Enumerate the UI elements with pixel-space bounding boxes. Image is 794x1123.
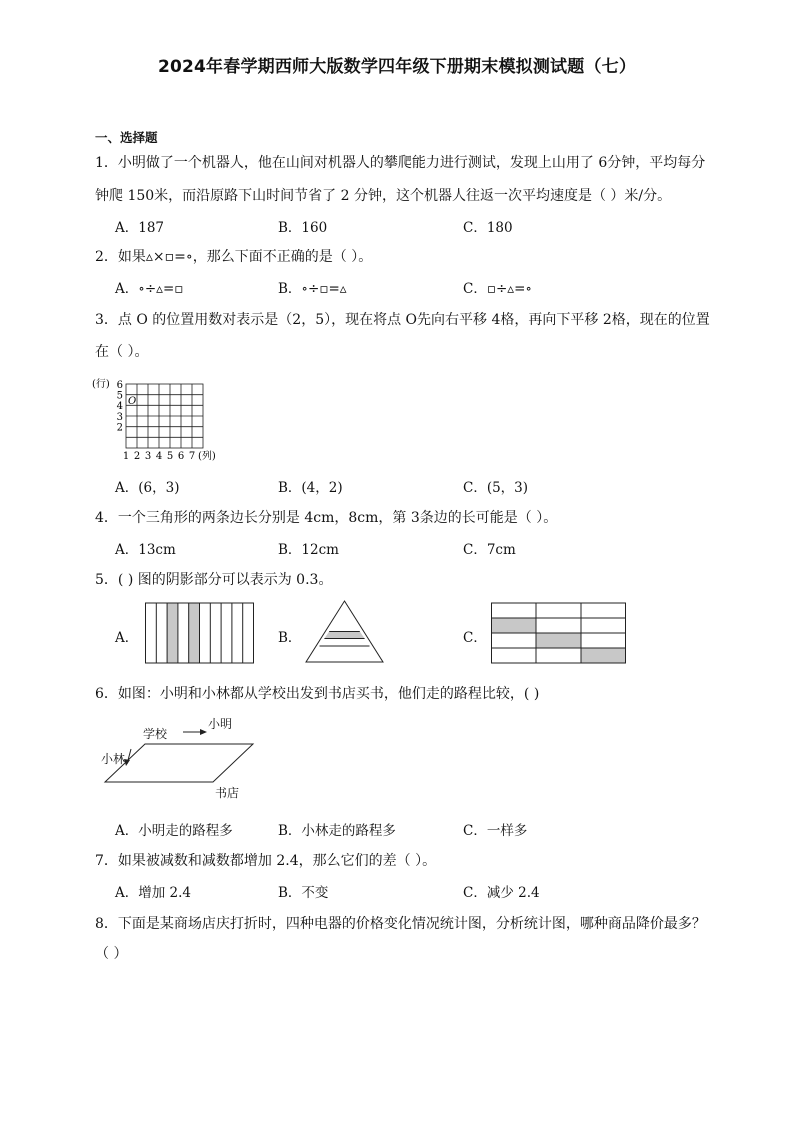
q1-option-a[interactable]: A．187 [115,220,165,236]
q5-option-c[interactable]: C． [463,630,487,646]
q5-figure-c-shaded-table [491,602,627,664]
q5-figure-b-striped-triangle [305,600,385,664]
q3-text-line2: 在（ ）。 [95,344,149,360]
q1-text-line1: 1．小明做了一个机器人，他在山间对机器人的攀爬能力进行测试，发现上山用了 6分钟，平均每分 [95,155,706,171]
q7-option-a[interactable]: A．增加 2.4 [115,885,192,901]
q6-label-school: 学校 [143,727,168,741]
q1-option-c[interactable]: C．180 [463,220,513,236]
q4-option-a[interactable]: A．13cm [115,542,176,558]
q6-route-figure [95,712,275,802]
q6-option-b[interactable]: B．小林走的路程多 [278,823,396,839]
q5-figure-a-striped-rectangle [145,602,255,664]
grid-col-tick: 7 [188,451,196,462]
grid-row-tick: 3 [116,412,123,423]
q5-text-line1: 5．( ) 图的阴影部分可以表示为 0.3。 [95,572,333,588]
q8-text-line1: 8．下面是某商场店庆打折时，四种电器的价格变化情况统计图，分析统计图，哪种商品降价最多？ [95,916,706,932]
grid-row-tick: 4 [116,401,123,412]
grid-col-tick: 1 [122,451,130,462]
grid-row-tick: 6 [116,380,123,391]
q4-option-c[interactable]: C．7cm [463,542,516,558]
q3-option-a[interactable]: A．(6，3) [115,480,180,496]
grid-col-tick: 2 [133,451,141,462]
q6-label-xiaolin: 小林 [101,752,126,766]
grid-row-tick: 2 [116,422,123,434]
q1-option-b[interactable]: B．160 [278,220,328,236]
page-title: 2024年春学期西师大版数学四年级下册期末模拟测试题（七） [157,57,637,77]
grid-col-tick: 6 [177,451,185,462]
q7-option-b[interactable]: B．不变 [278,885,329,901]
grid-point-o-label: O [128,396,137,407]
q3-option-b[interactable]: B．(4，2) [278,480,343,496]
grid-col-label: (列) [198,451,216,462]
q6-label-bookstore: 书店 [215,786,240,800]
q4-option-b[interactable]: B．12cm [278,542,339,558]
q6-text-line1: 6．如图：小明和小林都从学校出发到书店买书，他们走的路程比较，( ) [95,686,540,702]
grid-col-tick: 5 [166,451,174,462]
q3-option-c[interactable]: C．(5，3) [463,480,529,496]
q6-label-xiaoming: 小明 [208,717,233,731]
section-heading: 一、选择题 [95,130,158,145]
q8-text-line2: （ ） [95,946,128,962]
q3-text-line1: 3．点 O 的位置用数对表示是（2，5），现在将点 O先向右平移 4格，再向下平移 2格，现在的位置 [95,312,710,328]
q5-option-b[interactable]: B． [278,630,302,646]
q7-option-c[interactable]: C．减少 2.4 [463,885,540,901]
q4-text-line1: 4．一个三角形的两条边长分别是 4cm，8cm，第 3条边的长可能是（ ）。 [95,510,558,526]
q1-text-line2: 钟爬 150米，而沿原路下山时间节省了 2 分钟，这个机器人往返一次平均速度是（ ）米/分。 [95,188,672,204]
q7-text-line1: 7．如果被减数和减数都增加 2.4，那么它们的差（ ）。 [95,853,437,869]
q2-option-b[interactable]: B．∘÷▫=▵ [278,281,347,297]
grid-row-tick: 5 [116,390,123,402]
grid-col-tick: 4 [155,451,163,462]
coordinate-grid-figure [90,375,240,460]
q6-option-c[interactable]: C．一样多 [463,823,528,839]
grid-row-label: (行) [92,379,110,390]
q6-option-a[interactable]: A．小明走的路程多 [115,823,233,839]
grid-col-tick: 3 [144,451,152,462]
grid-lines [126,384,203,448]
q5-option-a[interactable]: A． [115,630,139,646]
q2-text-line1: 2．如果▵×▫=∘，那么下面不正确的是（ ）。 [95,249,373,265]
q2-option-a[interactable]: A．∘÷▵=▫ [115,281,184,297]
q2-option-c[interactable]: C．▫÷▵=∘ [463,281,532,297]
